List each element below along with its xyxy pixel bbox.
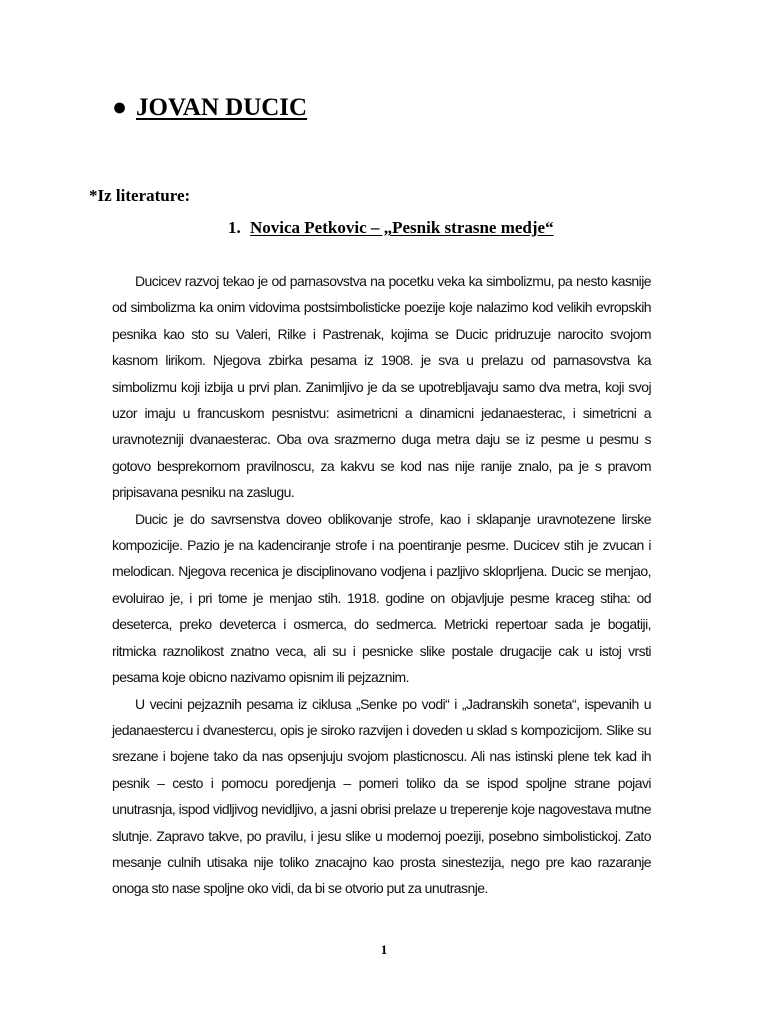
sub-heading-number: 1. bbox=[228, 218, 241, 237]
paragraph-2: Ducic je do savrsenstva doveo oblikovanje strofe, kao i sklapanje uravnotezene lirske kompozicije. Pazio je na kadenciranje strofe i na poentiranje pesme. Ducicev stih je zvucan i melodican. Njegova recenica je disciplinovano vodjena i pazljivo skloprljena. Ducic se menjao, evoluirao je, i pri tome je menjao stih. 1918. godine on objavljuje pesme kraceg stiha: od deseterca, preko deveterca i osmerca, do sedmerca. Metricki repertoar sada je bogatiji, ritmicka raznolikost znatno veca, ali su i pesnicke slike postale drugacije cak u istoj vrsti pesama koje obicno nazivamo opisnim ili pejzaznim. bbox=[112, 510, 651, 686]
paragraph-1: Ducicev razvoj tekao je od parnasovstva na pocetku veka ka simbolizmu, pa nesto kasnije od simbolizma ka onim vidovima postsimbolisticke poezije koje nalazimo kod velikih evropskih pesnika kao sto su Valeri, Rilke i Pastrenak, kojima se Ducic pridruzuje narocito svojom kasnom lirikom. Njegova zbirka pesama iz 1908. je sva u prelazu od parnasovstva ka simbolizmu koji izbija u prvi plan. Zanimljivo je da se upotrebljavaju samo dva metra, koji svoj uzor imaju u francuskom pesnistvu: asimetricni a dinamicni jedanaesterac, i simetricni a uravnotezniji dvanaesterac. Oba ova srazmerno duga metra daju se iz pesme u pesmu s gotovo besprekornom pravilnoscu, za kakvu se kod nas nije ranije znalo, pa je s pravom pripisavana pesniku na zaslugu. bbox=[112, 273, 651, 501]
section-label: *Iz literature: bbox=[89, 186, 191, 205]
sub-heading-text: Novica Petkovic – „Pesnik strasne medje“ bbox=[250, 218, 554, 237]
sub-heading bbox=[228, 218, 554, 238]
bullet-icon: ● bbox=[112, 94, 128, 121]
main-heading bbox=[112, 94, 307, 122]
main-heading-text: JOVAN DUCIC bbox=[136, 94, 308, 121]
body-text bbox=[112, 268, 651, 902]
paragraph-3: U vecini pejzaznih pesama iz ciklusa „Senke po vodi“ i „Jadranskih soneta“, ispevanih u jedanaestercu i dvanestercu, opis je siroko razvijen i doveden u sklad s kompozicijom. Slike su srezane i bojene tako da nas opsenjuju svojom plasticnoscu. Ali nas istinski plene tek kad ih pesnik – cesto i pomocu poredjenja – pomeri toliko da se ispod spoljne strane pojavi unutrasnja, ispod vidljivog nevidljivo, a jasni obrisi prelaze u treperenje koje nagovestava mutne slutnje. Zapravo takve, po pravilu, i jesu slike u modernoj poeziji, posebno simbolistickoj. Zato mesanje culnih utisaka nije toliko znacajno kao prosta sinestezija, nego pre kao razaranje onoga sto nase spoljne oko vidi, da bi se otvorio put za unutrasnje. bbox=[112, 695, 651, 897]
page-number: 1 bbox=[380, 942, 388, 957]
